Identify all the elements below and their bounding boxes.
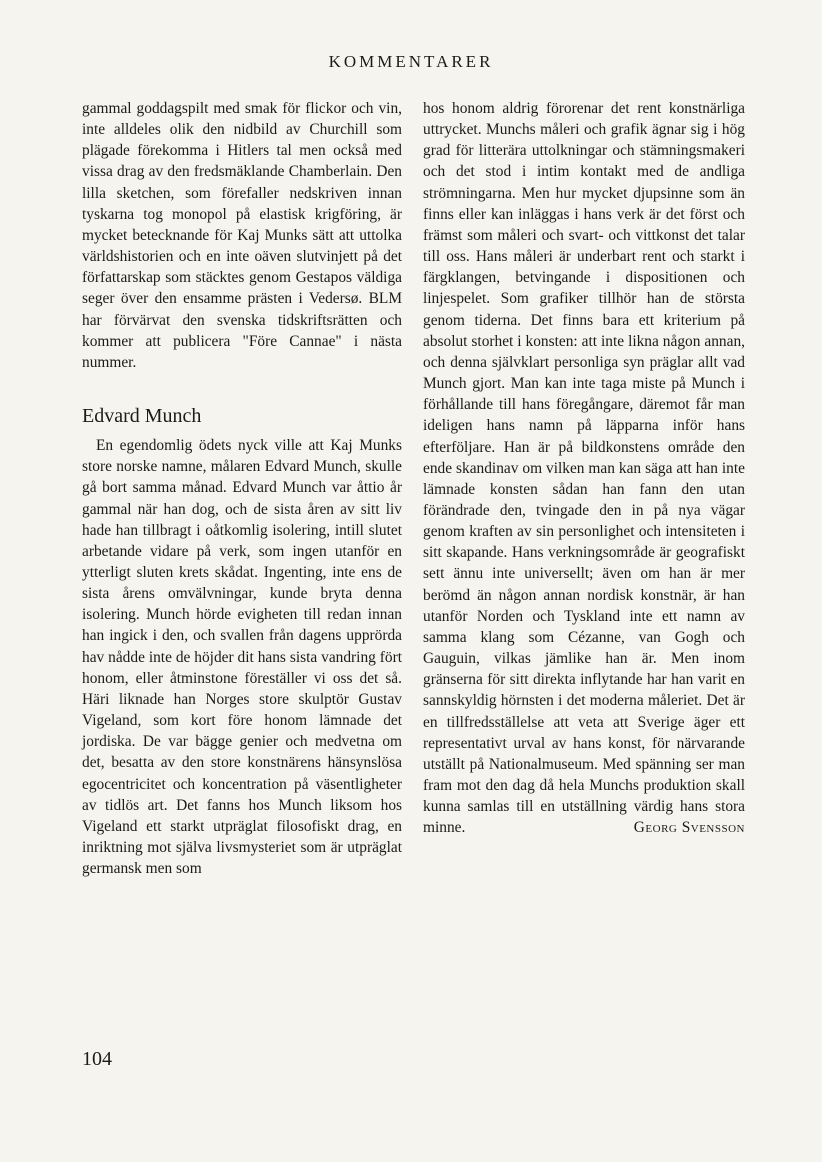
page-number: 104 [82, 1048, 112, 1070]
author-signature: Georg Svensson [633, 819, 745, 837]
article-paragraph [423, 98, 745, 838]
article-paragraph: En egendomlig ödets nyck ville att Kaj Munks store norske namne, målaren Edvard Munch, skulle gå bort samma månad. Edvard Munch var åttio år gammal när han dog, och de sista åren av sitt liv hade han tillbragt i oåtkomlig isolering, intill slutet arbetande vidare på verk, som ingen utanför en ytterligt sluten krets skådat. Ingenting, inte ens de sista årens omvälvningar, kunde bryta denna isolering. Munch hörde evigheten till redan innan han ingick i den, och svallen från dagens upprörda hav nådde inte de höjder dit hans sista vandring fört honom, eller åtminstone föreställer vi oss det så. Häri liknade han Norges store skulptör Gustav Vigeland, som kort före honom lämnade det jordiska. De var bägge genier och medvetna om det, besatta av den store konstnärens hänsynslösa egocentricitet och koncentration på väsentligheter av tidlös art. Det fanns hos Munch liksom hos Vigeland ett starkt utpräglat filosofiskt drag, en inriktning mot själva livsmysteriet som är utpräglat germansk men som [82, 437, 402, 878]
section-heading: Edvard Munch [82, 405, 202, 428]
article-paragraph: gammal goddagspilt med smak för flickor och vin, inte alldeles olik den nidbild av Churchill som plägade förekomma i Hitlers tal men också med vissa drag av den fredsmäklande Chamberlain. Den lilla sketchen, som förefaller nedskriven innan tyskarna tog monopol på elastisk krigföring, är mycket betecknande för Kaj Munks sätt att uttolka världshistorien och en inte oäven slutvinjett på det författarskap som stäcktes genom Gestapos väldiga seger över den ensamme prästen i Vedersø. BLM har förvärvat den svenska tidskriftsrätten och kommer att publicera "Före Cannae" i nästa nummer. [82, 100, 402, 371]
article-paragraph-text: hos honom aldrig förorenar det rent konstnärliga uttrycket. Munchs måleri och grafik ägnar sig i hög grad för litterära uttolkningar och stämningsmakeri och det stod i intim kontakt med de andliga strömningarna. Men hur mycket djupsinne som än finns eller kan inläggas i hans verk är det först och främst som måleri och svart- och vittkonst det talar till oss. Hans måleri är underbart rent och starkt i färgklangen, betvingande i dispositionen och linjespelet. Som grafiker tillhör han de största genom tiderna. Det finns bara ett kriterium på absolut storhet i konsten: att inte likna någon annan, och denna självklart personliga syn präglar allt vad Munch gjort. Man kan inte taga miste på Munch i förhållande till hans föregångare, däremot får man ideligen hans namn på läpparna inför hans efterföljare. Han är på bildkonstens område den ende skandinav om vilken man kan säga att han inte lämnade konsten sådan han fann den utan förändrade den, tvingade den in på nya vägar genom kraften av sin personlighet och intensiteten i sitt skapande. Hans verkningsområde är geografiskt sett ännu inte universellt; även om han är mer berömd än någon annan nordisk konstnär, är han utanför Norden och Tyskland inte ett namn av samma klang som Cézanne, van Gogh och Gauguin, vilkas jämlike han är. Men inom gränserna för sitt direkta inflytande har han varit en sannskyldig hörnsten i det moderna måleriet. Det är en tillfredsställelse att veta att Sverige äger ett representativt urval av hans konst, för närvarande utställt på Nationalmuseum. Med spänning ser man fram mot den dag då hela Munchs produktion skall kunna samlas till en utställning värdig hans stora minne. [423, 100, 745, 837]
running-header: KOMMENTARER [328, 52, 494, 71]
left-column [82, 98, 402, 879]
right-column [423, 98, 745, 838]
